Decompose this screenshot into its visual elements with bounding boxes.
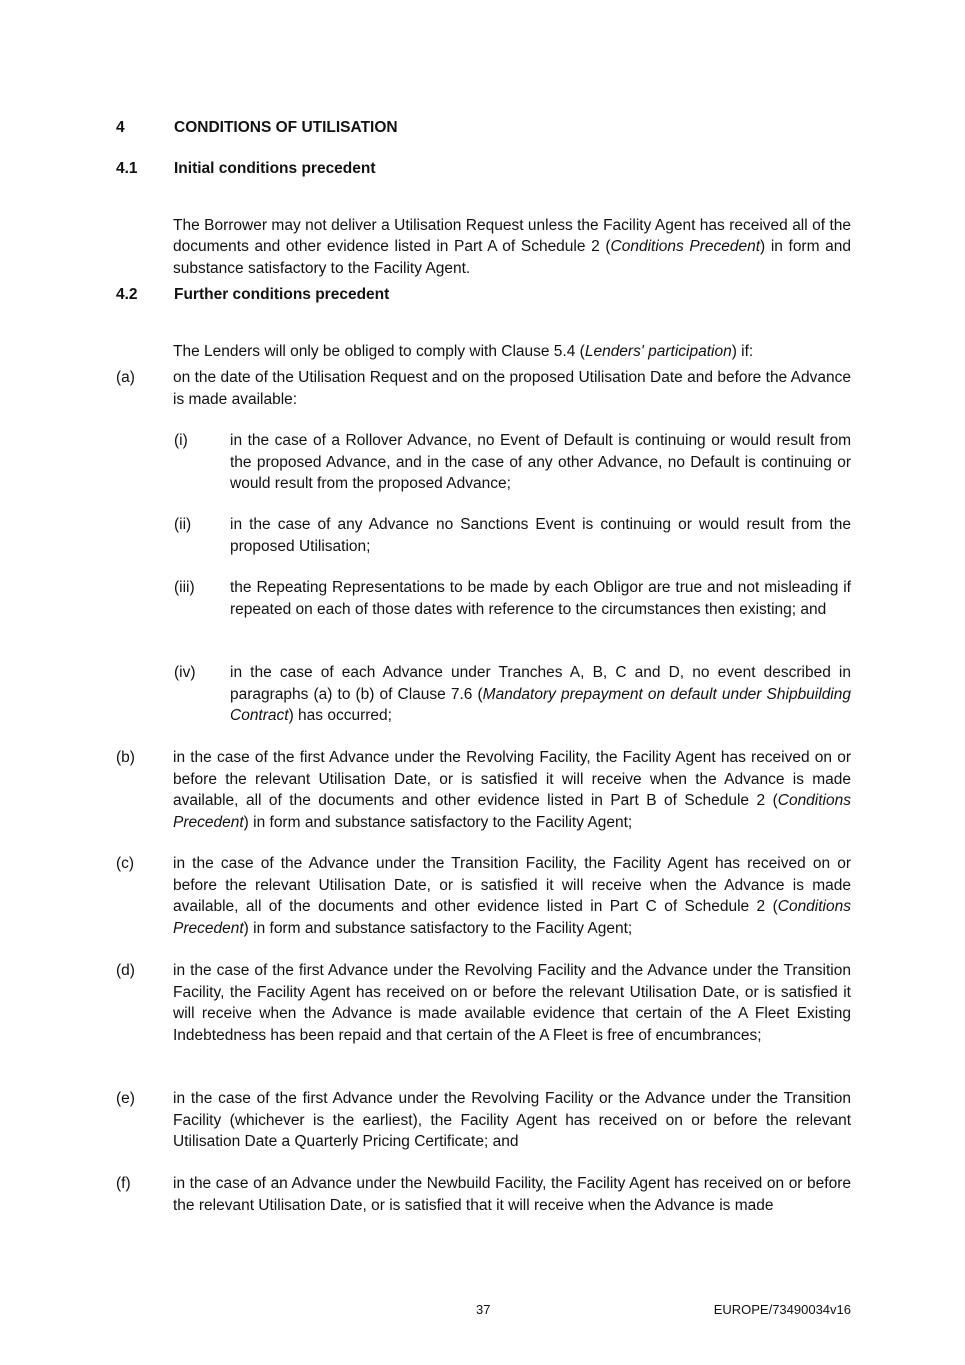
subparagraph-label: (i) xyxy=(174,432,188,449)
paragraph-text: in the case of the Advance under the Transition Facility, the Facility Agent has received on or before the relevant Utilisation Date, or is satisfied it will receive when the Advance is made available, all of the documents and other evidence listed in Part C of Schedule 2 (Conditions Precedent) in form and substance satisfactory to the Facility Agent; xyxy=(173,855,851,938)
paragraph-text: in the case of the first Advance under the Revolving Facility, the Facility Agent has received on or before the relevant Utilisation Date, or is satisfied it will receive when the Advance is made available, all of the documents and other evidence listed in Part B of Schedule 2 (Conditions Precedent) in form and substance satisfactory to the Facility Agent; xyxy=(173,749,851,832)
paragraph-label: (f) xyxy=(116,1175,131,1192)
clause-4-1-title: Initial conditions precedent xyxy=(174,160,376,177)
subparagraph-text: the Repeating Representations to be made by each Obligor are true and not misleading if repeated on each of those dates with reference to the circumstances then existing; and xyxy=(230,579,851,618)
clause-4-1-number: 4.1 xyxy=(116,160,138,177)
subparagraph-text: in the case of each Advance under Tranches A, B, C and D, no event described in paragraphs (a) to (b) of Clause 7.6 (Mandatory prepayment on default under Shipbuilding Contract) has occurred; xyxy=(230,664,851,725)
paragraph-text: in the case of the first Advance under the Revolving Facility and the Advance under the Transition Facility, the Facility Agent has received on or before the relevant Utilisation Date, or is satisfied it will receive when the Advance is made available evidence that certain of the A Fleet Existing Indebtedness has been repaid and that certain of the A Fleet is free of encumbrances; xyxy=(173,962,851,1045)
section-title: CONDITIONS OF UTILISATION xyxy=(174,119,398,136)
paragraph-label: (b) xyxy=(116,749,135,766)
subparagraph-label: (ii) xyxy=(174,516,192,533)
paragraph-text: on the date of the Utilisation Request and on the proposed Utilisation Date and before the Advance is made available: xyxy=(173,369,851,408)
paragraph-label: (c) xyxy=(116,855,135,872)
clause-4-1-text: The Borrower may not deliver a Utilisation Request unless the Facility Agent has received all of the documents and other evidence listed in Part A of Schedule 2 (Conditions Precedent) in form and substance satisfactory to the Facility Agent. xyxy=(173,216,851,277)
paragraph-label: (e) xyxy=(116,1090,135,1107)
paragraph-text: in the case of an Advance under the Newbuild Facility, the Facility Agent has received on or before the relevant Utilisation Date, or is satisfied that it will receive when the Advance is made xyxy=(173,1175,851,1214)
document-reference: EUROPE/73490034v16 xyxy=(713,1302,851,1317)
subparagraph-label: (iii) xyxy=(174,579,195,596)
subparagraph-text: in the case of any Advance no Sanctions Event is continuing or would result from the proposed Utilisation; xyxy=(230,516,851,555)
subparagraph-label: (iv) xyxy=(174,664,196,681)
paragraph-label: (a) xyxy=(116,369,135,386)
clause-4-2-title: Further conditions precedent xyxy=(174,286,390,303)
clause-4-2-intro: The Lenders will only be obliged to comply with Clause 5.4 (Lenders' participation) if: xyxy=(173,342,754,360)
paragraph-text: in the case of the first Advance under the Revolving Facility or the Advance under the Transition Facility (whichever is the earliest), the Facility Agent has received on or before the relevant Utilisation Date a Quarterly Pricing Certificate; and xyxy=(173,1090,851,1151)
paragraph-label: (d) xyxy=(116,962,135,979)
clause-4-2-number: 4.2 xyxy=(116,286,138,303)
section-number: 4 xyxy=(116,119,125,136)
subparagraph-text: in the case of a Rollover Advance, no Event of Default is continuing or would result from the proposed Advance, and in the case of any other Advance, no Default is continuing or would result from the proposed Advance; xyxy=(230,432,851,493)
page-number: 37 xyxy=(476,1302,491,1317)
